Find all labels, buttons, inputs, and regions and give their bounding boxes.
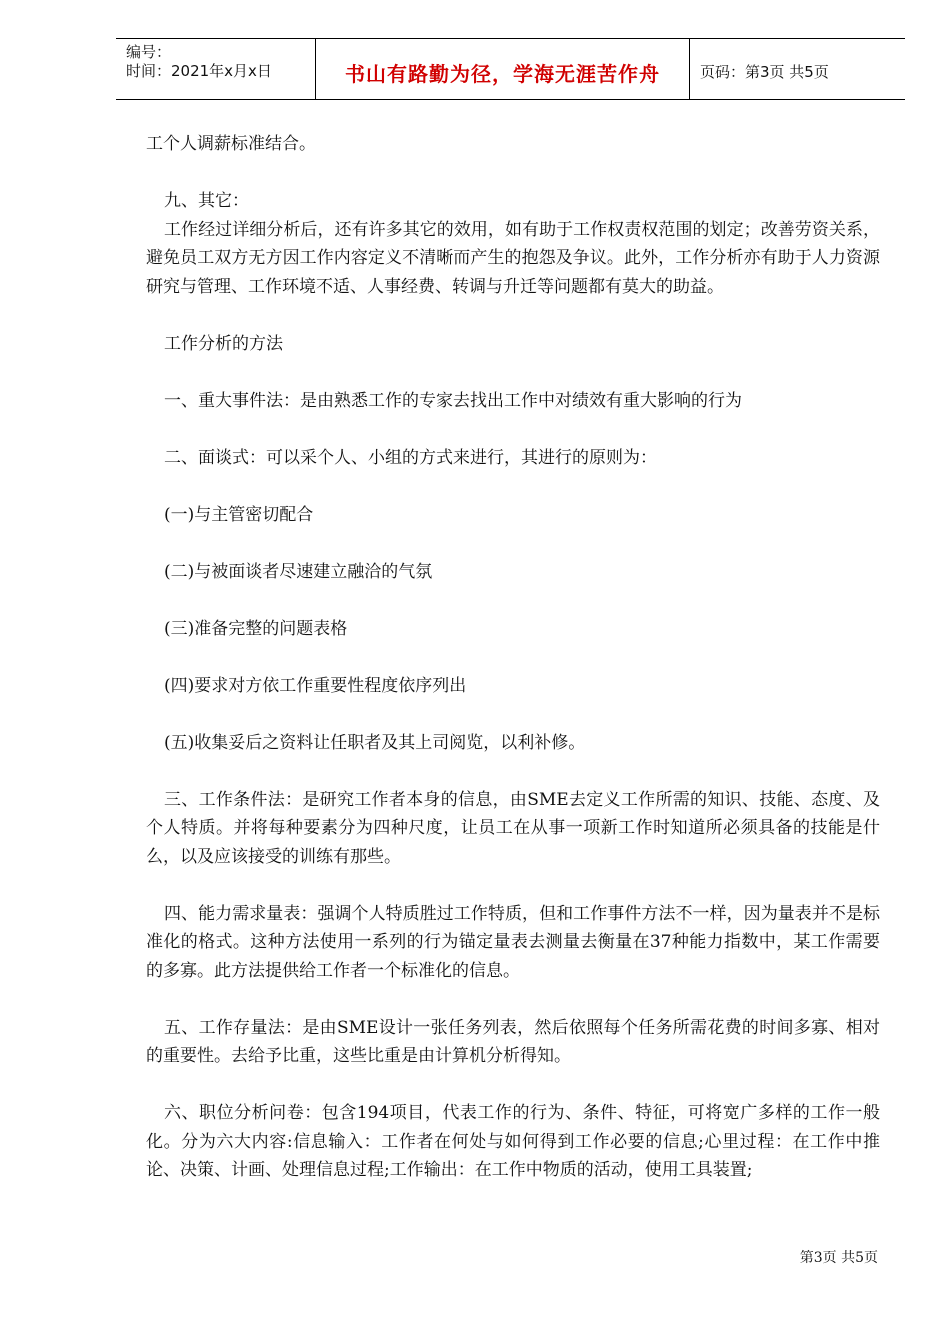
- list-item: (五)收集妥后之资料让任职者及其上司阅览，以利补修。: [164, 732, 586, 753]
- header-page-number: 页码：第3页 共5页: [700, 63, 829, 81]
- doc-number-label: 编号：: [126, 43, 172, 61]
- paragraph: 工作经过详细分析后，还有许多其它的效用，如有助于工作权责权范围的划定；改善劳资关系，避免员工双方无方因工作内容定义不清晰而产生的抱怨及争议。此外，工作分析亦有助于人力资源研究与管理、工作环境不适、人事经费、转调与升迁等问题都有莫大的助益。: [146, 219, 880, 297]
- section-heading: 工作分析的方法: [164, 333, 283, 354]
- header-meta: [116, 39, 316, 99]
- list-item: (一)与主管密切配合: [164, 504, 314, 525]
- page-footer: 第3页 共5页: [799, 1250, 878, 1266]
- page-header: [116, 38, 905, 100]
- paragraph: 一、重大事件法：是由熟悉工作的专家去找出工作中对绩效有重大影响的行为: [164, 390, 742, 411]
- header-motto: 书山有路勤为径，学海无涯苦作舟: [345, 62, 660, 86]
- doc-time-label: 时间：2021年x月x日: [126, 62, 272, 80]
- paragraph: 五、工作存量法：是由SME设计一张任务列表，然后依照每个任务所需花费的时间多寡、相对的重要性。去给予比重，这些比重是由计算机分析得知。: [146, 1017, 880, 1066]
- paragraph: 四、能力需求量表：强调个人特质胜过工作特质，但和工作事件方法不一样，因为量表并不是标准化的格式。这种方法使用一系列的行为锚定量表去测量去衡量在37种能力指数中，某工作需要的多寡。此方法提供给工作者一个标准化的信息。: [146, 903, 880, 981]
- list-item: (三)准备完整的问题表格: [164, 618, 348, 639]
- paragraph: 三、工作条件法：是研究工作者本身的信息，由SME去定义工作所需的知识、技能、态度、及个人特质。并将每种要素分为四种尺度，让员工在从事一项新工作时知道所必须具备的技能是什么，以及应该接受的训练有那些。: [146, 789, 880, 867]
- list-item: (四)要求对方依工作重要性程度依序列出: [164, 675, 467, 696]
- header-page-cell: [690, 39, 905, 99]
- paragraph: 六、职位分析问卷：包含194项目，代表工作的行为、条件、特征，可将宽广多样的工作一般化。分为六大内容:信息输入：工作者在何处与如何得到工作必要的信息;心里过程：在工作中推论、决策、计画、处理信息过程;工作输出：在工作中物质的活动，使用工具装置;: [146, 1103, 880, 1180]
- list-item: (二)与被面谈者尽速建立融洽的气氛: [164, 561, 433, 582]
- paragraph: 二、面谈式：可以采个人、小组的方式来进行，其进行的原则为：: [164, 447, 657, 468]
- header-motto-cell: [316, 39, 690, 99]
- document-body: [146, 130, 880, 1185]
- section-heading: 九、其它：: [164, 191, 249, 211]
- paragraph: 工个人调薪标准结合。: [146, 134, 316, 154]
